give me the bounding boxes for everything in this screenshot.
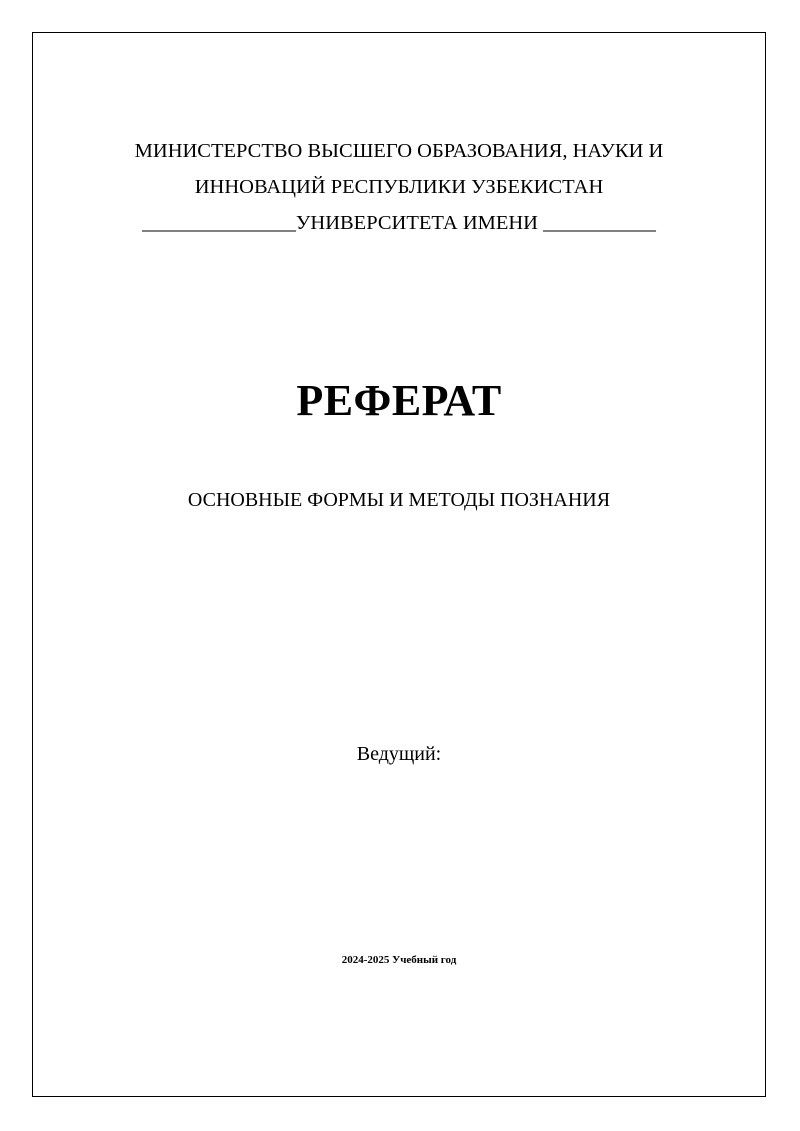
leader-label: Ведущий: [356,743,442,765]
ministry-line-2: ИННОВАЦИЙ РЕСПУБЛИКИ УЗБЕКИСТАН [194,176,604,198]
academic-year: 2024-2025 Учебный год [341,954,457,966]
institution-header [33,133,765,241]
document-title: РЕФЕРАТ [296,376,502,425]
document-subtitle: ОСНОВНЫЕ ФОРМЫ И МЕТОДЫ ПОЗНАНИЯ [187,489,611,511]
page-frame [32,32,766,1097]
university-line: _______________УНИВЕРСИТЕТА ИМЕНИ ___________ [142,212,656,234]
ministry-line-1: МИНИСТЕРСТВО ВЫСШЕГО ОБРАЗОВАНИЯ, НАУКИ И [134,140,664,162]
